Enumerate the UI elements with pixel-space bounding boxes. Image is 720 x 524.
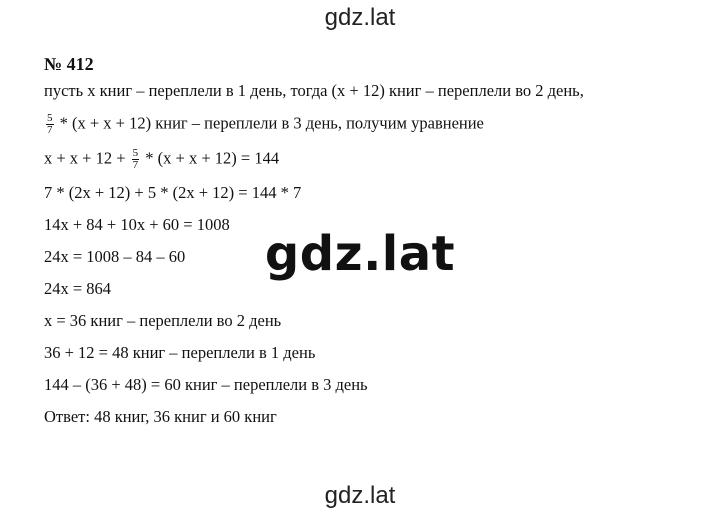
fraction-numerator: 5 [132,147,139,159]
watermark-top: gdz.lat [324,4,396,31]
solution-line-2-text: * (x + x + 12) книг – переплели в 3 день, получим уравнение [59,113,484,133]
solution-line-7: 24x = 864 [44,279,112,298]
answer-line: Ответ: 48 книг, 36 книг и 60 книг [44,407,277,426]
fraction [46,113,54,136]
solution-line-8: x = 36 книг – переплели во 2 день [44,311,282,330]
solution-line-4: 7 * (2x + 12) + 5 * (2x + 12) = 144 * 7 [44,183,302,202]
solution-line-1: пусть x книг – переплели в 1 день, тогда (x + 12) книг – переплели во 2 день, [44,81,584,100]
solution-line-9: 36 + 12 = 48 книг – переплели в 1 день [44,343,316,362]
solution-line-3-end: * (x + x + 12) = 144 [145,148,280,168]
fraction-numerator: 5 [47,112,53,124]
solution-line-10: 144 – (36 + 48) = 60 книг – переплели в 3 день [44,375,368,394]
watermark-center: gdz.lat [264,226,456,282]
solution-line-2 [44,113,704,136]
solution-line-5: 14x + 84 + 10x + 60 = 1008 [44,215,230,234]
solution-line-3 [44,148,704,171]
fraction-denominator: 7 [132,159,139,171]
solution-line-3-start: x + x + 12 + [44,148,126,168]
fraction-denominator: 7 [47,124,53,136]
solution-line-6: 24x = 1008 – 84 – 60 [44,247,186,266]
watermark-bottom: gdz.lat [324,482,396,509]
problem-number: № 412 [44,54,94,74]
fraction [132,148,140,171]
